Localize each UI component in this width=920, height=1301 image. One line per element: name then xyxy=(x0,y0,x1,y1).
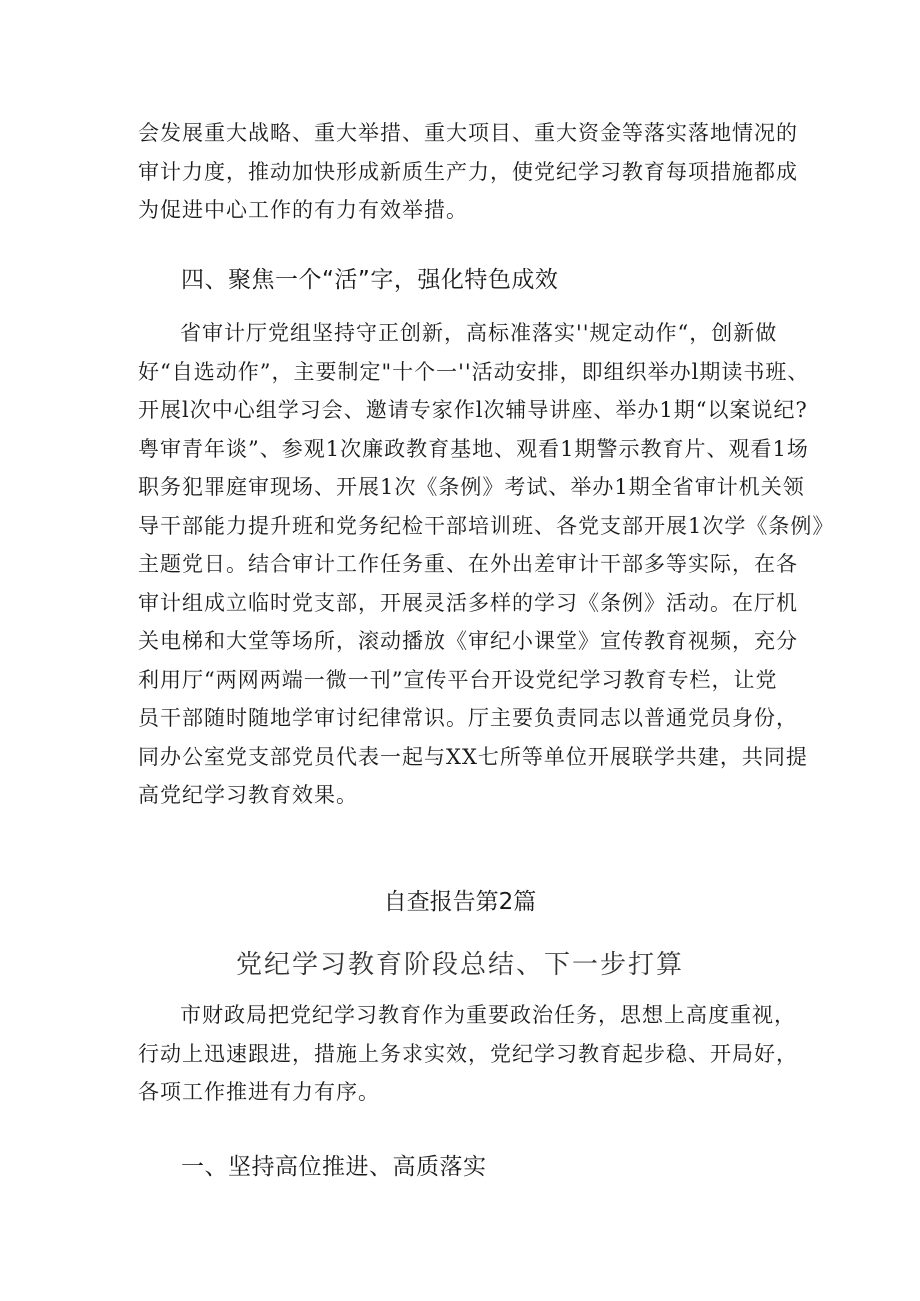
text-line: 员干部随时随地学审讨纪律常识。厅主要负责同志以普通党员身份， xyxy=(138,706,798,730)
text-line: 行动上迅速跟进，措施上务求实效，党纪学习教育起步稳、开局好， xyxy=(138,1041,798,1066)
text-line: 会发展重大战略、重大举措、重大项目、重大资金等落实落地情况的 xyxy=(138,121,798,145)
text-line: 好“自选动作”，主要制定"十个一''活动安排，即组织举办l期读书班、 xyxy=(138,359,810,384)
text-line: 为促进中心工作的有力有效举措。 xyxy=(138,198,468,222)
text-line: 主题党日。结合审计工作任务重、在外出差审计干部多等实际，在各 xyxy=(138,552,798,576)
continued-paragraph xyxy=(138,114,798,230)
intro-paragraph xyxy=(138,996,798,1112)
section-four-heading: 四、聚焦一个“活”字，强化特色成效 xyxy=(181,267,559,293)
text-line: 开展l次中心组学习会、邀请专家作l次辅导讲座、举办1期“以案说纪? xyxy=(138,398,808,422)
text-line: 关电梯和大堂等场所，滚动播放《审纪小课堂》宣传教育视频，充分 xyxy=(138,629,798,653)
text-line: 省审计厅党组坚持守正创新，高标准落实''规定动作“，创新做 xyxy=(180,321,778,345)
text-line: 职务犯罪庭审现场、开展1次《条例》考试、举办1期全省审计机关领 xyxy=(138,475,805,499)
text-line: 利用厅“两网两端一微一刊”宣传平台开设党纪学习教育专栏，让党 xyxy=(138,667,778,692)
text-line: 导干部能力提升班和党务纪检干部培训班、各党支部开展1次学《条例》 xyxy=(138,513,835,538)
report-subtitle: 党纪学习教育阶段总结、下一步打算 xyxy=(235,950,684,980)
text-line: 粤审青年谈”、参观1次廉政教育基地、观看1期警示教育片、观看1场 xyxy=(138,436,809,461)
section-one-heading: 一、坚持高位推进、高质落实 xyxy=(181,1154,487,1180)
text-line: 审计力度，推动加快形成新质生产力，使党纪学习教育每项措施都成 xyxy=(138,159,798,184)
text-line: 高党纪学习教育效果。 xyxy=(138,783,358,807)
text-line: 各项工作推进有力有序。 xyxy=(138,1080,380,1104)
text-line: 市财政局把党纪学习教育作为重要政治任务，思想上高度重视， xyxy=(180,1003,796,1027)
section-four-paragraph xyxy=(138,314,835,815)
text-line: 同办公室党支部党员代表一起与XX七所等单位开展联学共建，共同提 xyxy=(138,744,808,769)
text-line: 审计组成立临时党支部，开展灵活多样的学习《条例》活动。在厅机 xyxy=(138,590,798,615)
report-heading: 自查报告第2篇 xyxy=(383,889,537,915)
